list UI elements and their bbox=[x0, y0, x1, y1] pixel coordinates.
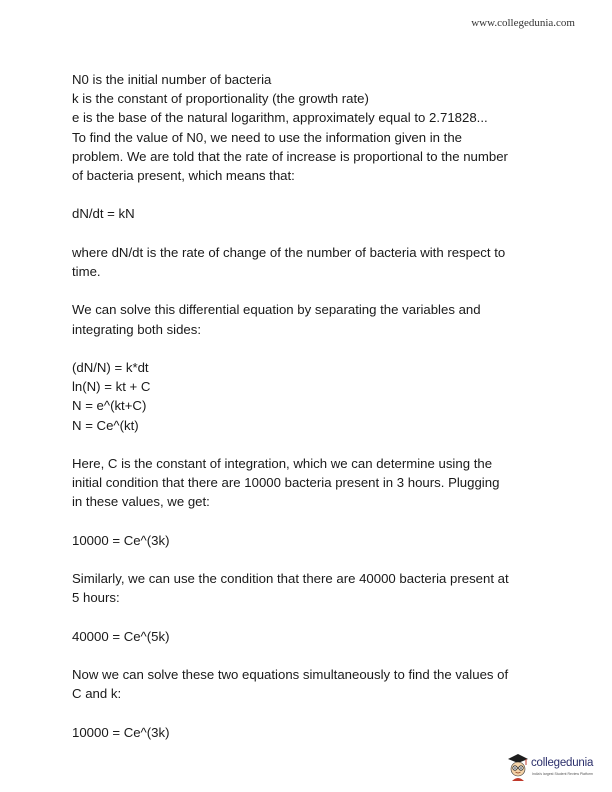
paragraph-line: initial condition that there are 10000 bacteria present in 3 hours. Plugging bbox=[72, 475, 500, 491]
document-body bbox=[72, 70, 548, 742]
spacer bbox=[72, 608, 548, 627]
equation-line: 10000 = Ce^(3k) bbox=[72, 724, 170, 740]
equation-line: (dN/N) = k*dt bbox=[72, 359, 149, 375]
paragraph-line: problem. We are told that the rate of increase is proportional to the number bbox=[72, 148, 508, 164]
spacer bbox=[72, 550, 548, 569]
paragraph-line: We can solve this differential equation by separating the variables and bbox=[72, 302, 481, 318]
spacer bbox=[72, 646, 548, 665]
spacer bbox=[72, 339, 548, 358]
paragraph-line: of bacteria present, which means that: bbox=[72, 168, 295, 184]
equation-rate: dN/dt = kN bbox=[72, 206, 135, 222]
paragraph-line: integrating both sides: bbox=[72, 321, 202, 337]
spacer bbox=[72, 704, 548, 723]
logo-tagline: India's largest Student Review Platform bbox=[532, 772, 593, 776]
spacer bbox=[72, 435, 548, 454]
equation-line: 10000 = Ce^(3k) bbox=[72, 532, 170, 548]
equation-line: N = Ce^(kt) bbox=[72, 417, 139, 433]
header-url: www.collegedunia.com bbox=[471, 17, 575, 29]
paragraph-line: Now we can solve these two equations simultaneously to find the values of bbox=[72, 667, 509, 683]
spacer bbox=[72, 224, 548, 243]
paragraph-line: time. bbox=[72, 264, 101, 279]
definition-e: e is the base of the natural logarithm, approximately equal to 2.71828... bbox=[72, 110, 488, 126]
paragraph-line: To find the value of N0, we need to use the information given in the bbox=[72, 129, 463, 145]
collegedunia-logo bbox=[506, 752, 602, 784]
equation-line: ln(N) = kt + C bbox=[72, 379, 151, 395]
equation-line: 40000 = Ce^(5k) bbox=[72, 628, 170, 644]
paragraph-line: Similarly, we can use the condition that there are 40000 bacteria present at bbox=[72, 571, 509, 587]
spacer bbox=[72, 281, 548, 300]
definition-k: k is the constant of proportionality (the growth rate) bbox=[72, 91, 369, 107]
spacer bbox=[72, 512, 548, 531]
paragraph-line: Here, C is the constant of integration, which we can determine using the bbox=[72, 455, 493, 471]
logo-wordmark: collegedunia bbox=[531, 757, 594, 769]
graduate-mascot-icon bbox=[506, 752, 530, 782]
paragraph-line: in these values, we get: bbox=[72, 494, 210, 510]
definition-n0: N0 is the initial number of bacteria bbox=[72, 72, 272, 87]
paragraph-line: C and k: bbox=[72, 686, 122, 702]
spacer bbox=[72, 185, 548, 204]
paragraph-line: where dN/dt is the rate of change of the number of bacteria with respect to bbox=[72, 244, 506, 260]
equation-line: N = e^(kt+C) bbox=[72, 398, 147, 414]
paragraph-line: 5 hours: bbox=[72, 590, 120, 606]
